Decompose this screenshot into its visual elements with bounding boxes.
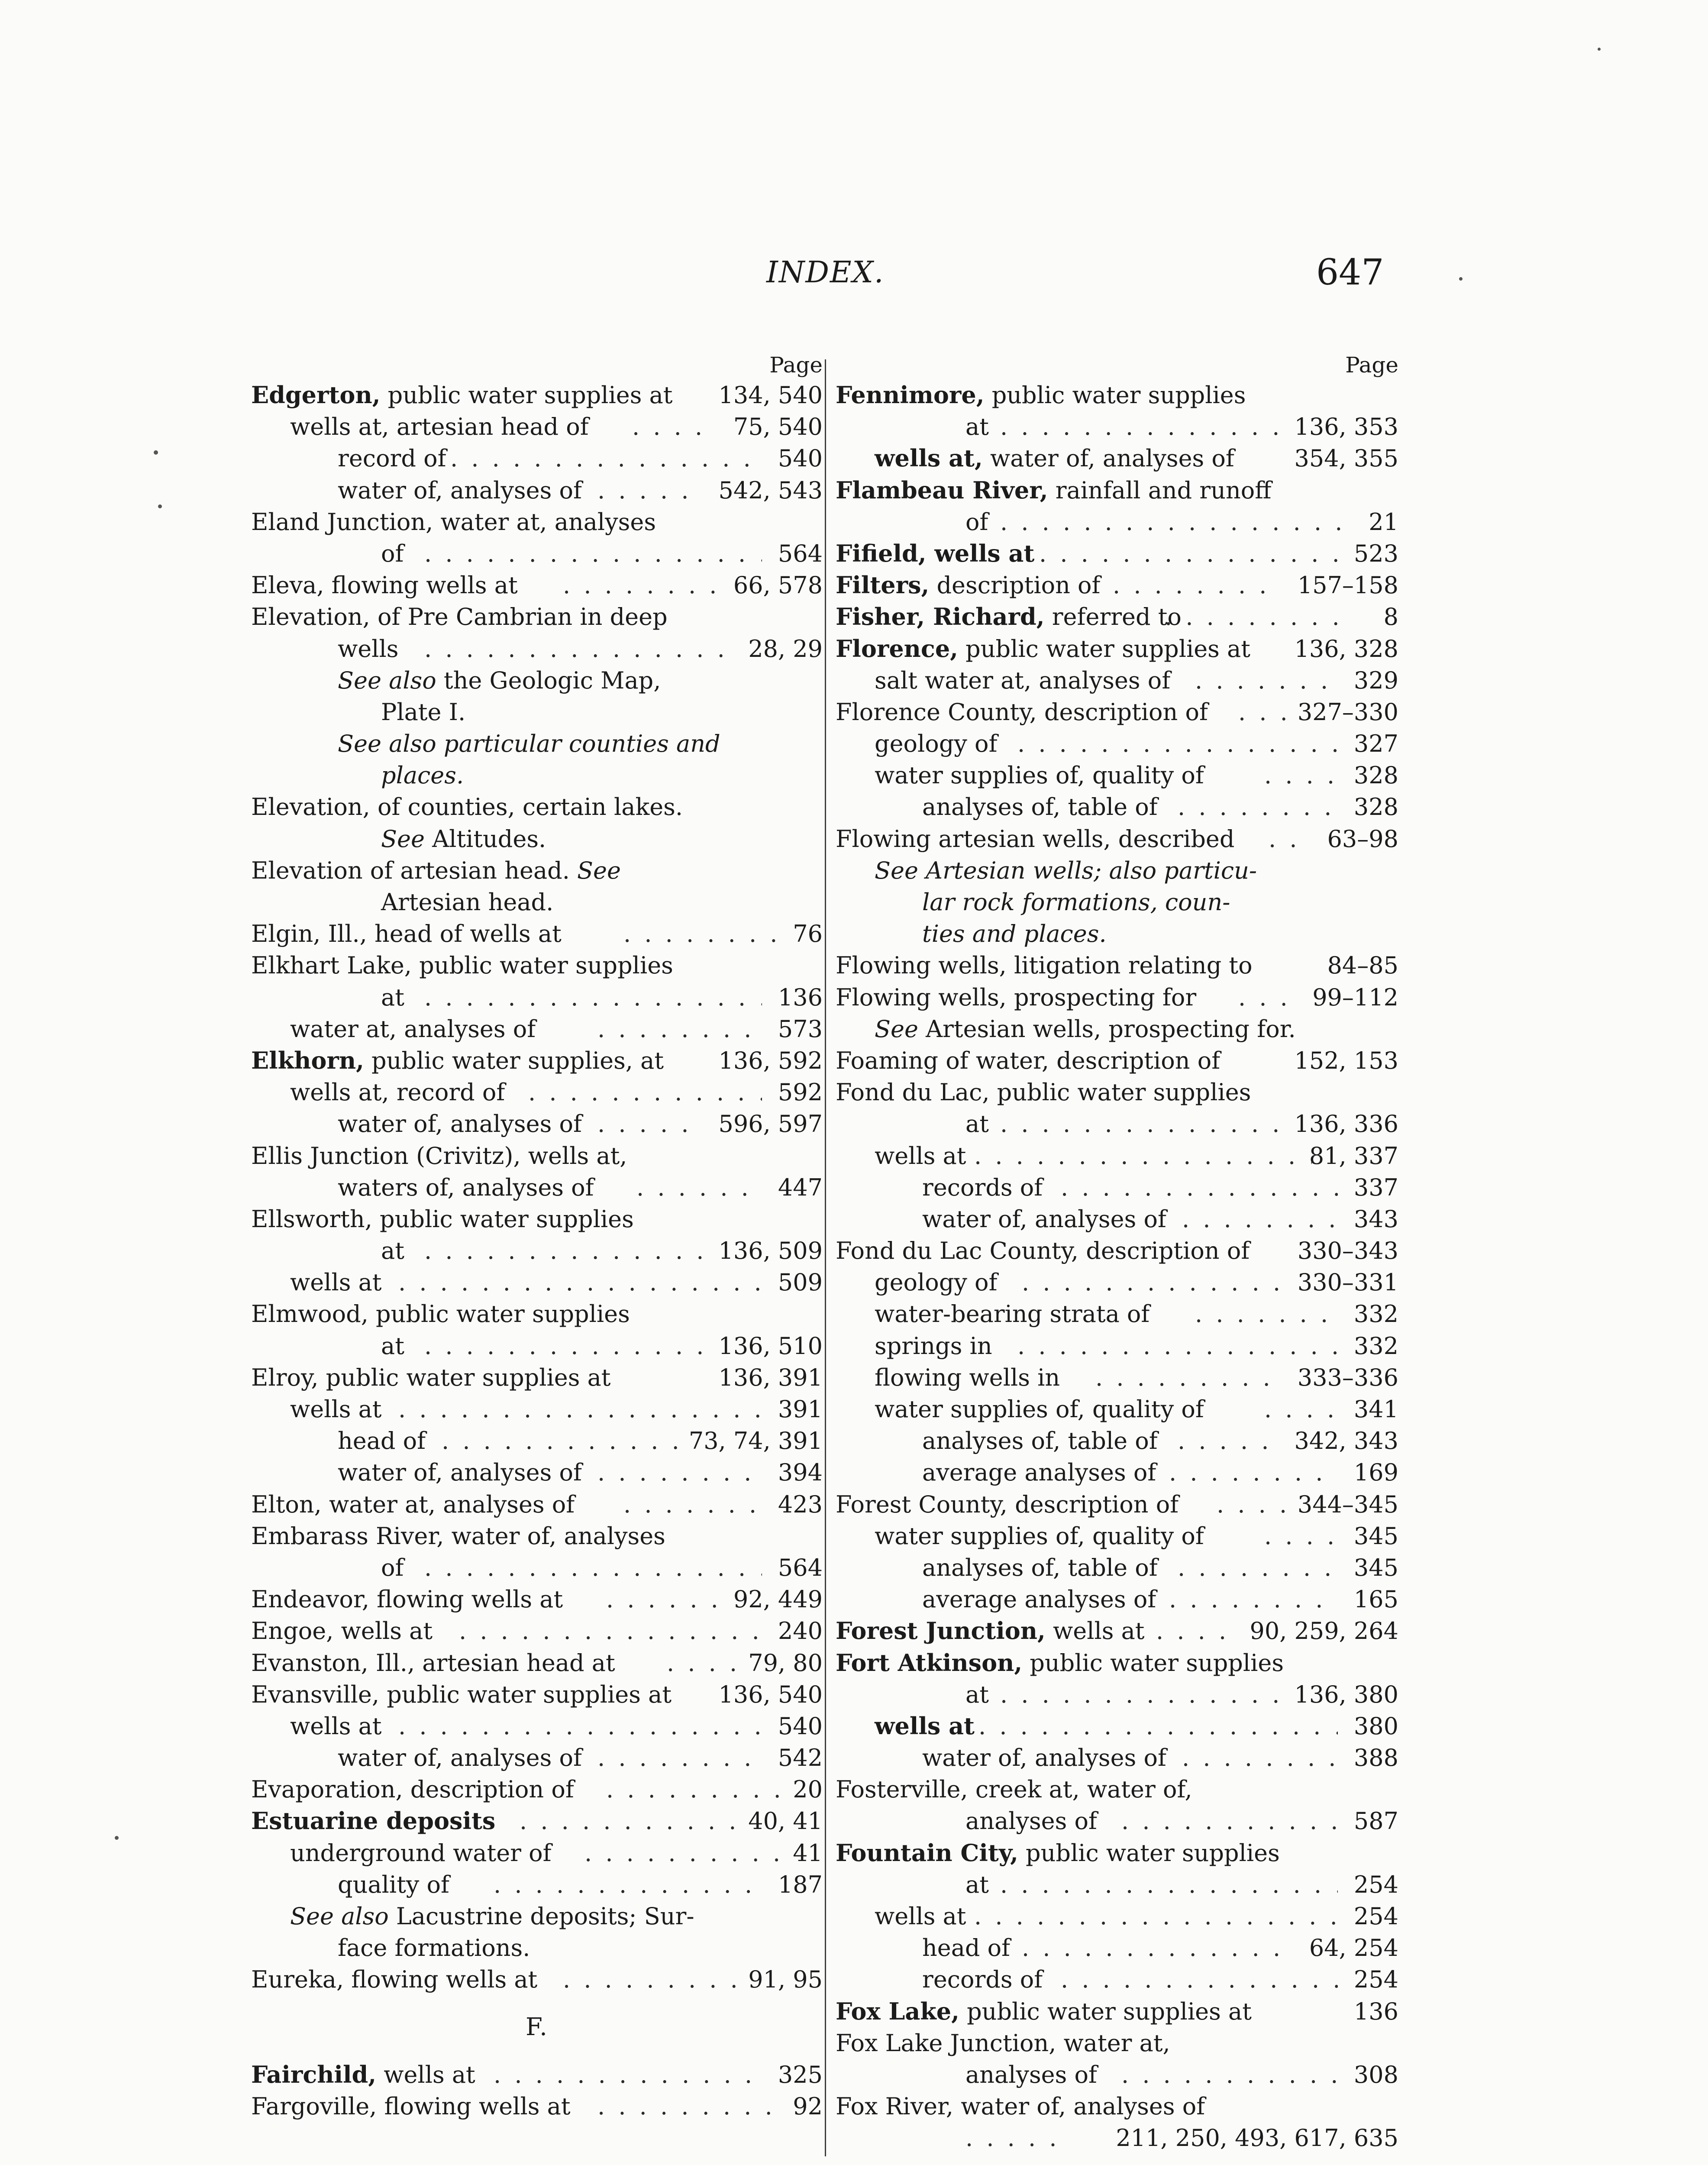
index-entry: Flambeau River, rainfall and runoff bbox=[836, 476, 1272, 504]
index-cross-reference: See also the Geologic Map, bbox=[338, 666, 661, 694]
index-subentry: at . . . 254 bbox=[836, 1869, 1398, 1900]
index-subentry: head of . . . 73, 74, 391 bbox=[251, 1425, 823, 1457]
index-subentry: water at, analyses of . . . 573 bbox=[251, 1013, 823, 1045]
index-entry: Filters, description of . . . 157–158 bbox=[836, 569, 1398, 601]
index-subentry: wells at . . . 540 bbox=[251, 1710, 823, 1742]
index-subentry: water of, analyses of . . . 343 bbox=[836, 1203, 1398, 1235]
index-subentry: analyses of, table of . . . 345 bbox=[836, 1552, 1398, 1583]
index-subentry: salt water at, analyses of . . . 329 bbox=[836, 665, 1398, 696]
section-letter-f: F. bbox=[526, 2013, 548, 2041]
index-entry: Fairchild, wells at . . . 325 bbox=[251, 2059, 823, 2091]
index-subentry: water supplies of, quality of . . . 328 bbox=[836, 759, 1398, 791]
index-cross-reference: See Artesian wells; also particu- bbox=[875, 856, 1257, 884]
index-subentry: at . . . 136 bbox=[251, 982, 823, 1013]
index-entry: Fox Lake, public water supplies at 136 bbox=[836, 1997, 1398, 2025]
index-subentry: analyses of . . . 308 bbox=[836, 2059, 1398, 2091]
index-subentry: geology of . . . 330–331 bbox=[836, 1267, 1398, 1298]
index-subentry: water of, analyses of . . . 388 bbox=[836, 1742, 1398, 1774]
index-column-right bbox=[836, 351, 1398, 2154]
index-subentry: flowing wells in . . . 333–336 bbox=[836, 1362, 1398, 1393]
index-subentry: at . . . 136, 509 bbox=[251, 1235, 823, 1267]
index-subentry: at . . . 136, 380 bbox=[836, 1679, 1398, 1710]
page-column-label: Page bbox=[1345, 352, 1398, 378]
index-entry: Foaming of water, description of 152, 153 bbox=[836, 1047, 1398, 1074]
index-entry: Fifield, wells at . . . 523 bbox=[836, 538, 1398, 569]
index-cross-reference: See Artesian wells, prospecting for. bbox=[875, 1015, 1296, 1043]
index-subentry: water-bearing strata of . . . 332 bbox=[836, 1298, 1398, 1330]
index-cross-reference: Plate I. bbox=[381, 698, 466, 726]
scan-speck bbox=[115, 1836, 119, 1840]
index-entry: Fountain City, public water supplies bbox=[836, 1839, 1280, 1867]
index-subentry: analyses of . . . 587 bbox=[836, 1805, 1398, 1837]
index-subentry: water of, analyses of . . . 596, 597 bbox=[251, 1108, 823, 1140]
index-entry: Ellsworth, public water supplies bbox=[251, 1205, 634, 1233]
index-cross-reference: places. bbox=[381, 762, 464, 789]
index-entry: Fox River, water of, analyses of bbox=[836, 2093, 1205, 2120]
index-subentry: at . . . 136, 353 bbox=[836, 411, 1398, 443]
index-entry: Embarass River, water of, analyses bbox=[251, 1522, 665, 1550]
running-header-title: INDEX. bbox=[766, 255, 885, 290]
scan-speck bbox=[1598, 48, 1601, 51]
index-subentry: records of . . . 337 bbox=[836, 1172, 1398, 1203]
index-subentry: water supplies of, quality of . . . 345 bbox=[836, 1520, 1398, 1552]
index-subentry: wells at, water of, analyses of 354, 355 bbox=[875, 444, 1398, 472]
index-entry: Elton, water at, analyses of . . . 423 bbox=[251, 1489, 823, 1520]
index-entry: Forest County, description of . . . 344–345 bbox=[836, 1489, 1398, 1520]
index-subentry: waters of, analyses of . . . 447 bbox=[251, 1172, 823, 1203]
index-entry: Elevation, of Pre Cambrian in deep bbox=[251, 603, 668, 631]
index-entry: Endeavor, flowing wells at . . . 92, 449 bbox=[251, 1583, 823, 1615]
index-cross-reference: Artesian head. bbox=[381, 889, 554, 916]
scan-speck bbox=[158, 504, 162, 508]
index-entry: Fennimore, public water supplies bbox=[836, 381, 1246, 409]
page-column-label: Page bbox=[769, 352, 823, 378]
index-subentry: wells at . . . 380 bbox=[836, 1710, 1398, 1742]
index-subentry: wells at . . . 254 bbox=[836, 1900, 1398, 1932]
index-entry: Fond du Lac County, description of 330–343 bbox=[836, 1237, 1398, 1265]
index-entry: Florence, public water supplies at 136, 328 bbox=[836, 634, 1398, 662]
index-entry: Eland Junction, water at, analyses bbox=[251, 508, 656, 536]
index-entry: Flowing wells, litigation relating to 84–85 bbox=[836, 952, 1398, 979]
index-subentry: at . . . 136, 510 bbox=[251, 1330, 823, 1362]
column-divider bbox=[825, 359, 826, 2156]
index-subentry: analyses of, table of . . . 328 bbox=[836, 791, 1398, 823]
index-subentry: wells . . . 28, 29 bbox=[251, 633, 823, 665]
index-entry: Forest Junction, wells at . . . 90, 259, 264 bbox=[836, 1615, 1398, 1647]
index-cross-reference: face formations. bbox=[338, 1934, 530, 1962]
index-entry: Fisher, Richard, referred to . . . 8 bbox=[836, 601, 1398, 633]
index-subentry: wells at, record of . . . 592 bbox=[251, 1076, 823, 1108]
index-entry: Evanston, Ill., artesian head at . . . 79, 80 bbox=[251, 1647, 823, 1679]
index-subentry: water supplies of, quality of . . . 341 bbox=[836, 1393, 1398, 1425]
index-entry: Elkhorn, public water supplies, at 136, 592 bbox=[251, 1046, 823, 1074]
index-cross-reference: See also Lacustrine deposits; Sur- bbox=[290, 1903, 694, 1930]
index-subentry: wells at . . . 509 bbox=[251, 1267, 823, 1298]
index-cross-reference: See Altitudes. bbox=[381, 825, 546, 853]
index-subentry: quality of . . . 187 bbox=[251, 1869, 823, 1900]
index-subentry: average analyses of . . . 165 bbox=[836, 1583, 1398, 1615]
index-entry: Evaporation, description of . . . 20 bbox=[251, 1774, 823, 1805]
index-subentry: average analyses of . . . 169 bbox=[836, 1457, 1398, 1488]
index-subentry: head of . . . 64, 254 bbox=[836, 1932, 1398, 1964]
index-column-left bbox=[251, 351, 823, 2122]
index-entry: Elmwood, public water supplies bbox=[251, 1300, 630, 1328]
index-cross-reference: ties and places. bbox=[922, 920, 1107, 948]
index-subentry: analyses of, table of . . . 342, 343 bbox=[836, 1425, 1398, 1457]
index-subentry: record of . . . 540 bbox=[251, 443, 823, 474]
index-subentry: of . . . 21 bbox=[836, 506, 1398, 538]
scan-speck bbox=[154, 450, 158, 455]
index-entry: Elroy, public water supplies at 136, 391 bbox=[251, 1364, 823, 1391]
index-entry: Flowing artesian wells, described . . . 63–98 bbox=[836, 823, 1398, 855]
index-subentry: wells at, artesian head of . . . 75, 540 bbox=[251, 411, 823, 443]
index-subentry: water of, analyses of . . . 542 bbox=[251, 1742, 823, 1774]
index-entry: Fort Atkinson, public water supplies bbox=[836, 1648, 1284, 1677]
index-subentry: water of, analyses of . . . 394 bbox=[251, 1457, 823, 1488]
index-subentry: of . . . 564 bbox=[251, 1552, 823, 1583]
index-entry: Fox Lake Junction, water at, bbox=[836, 2029, 1170, 2057]
index-entry: Engoe, wells at . . . 240 bbox=[251, 1615, 823, 1647]
index-entry: Eureka, flowing wells at . . . 91, 95 bbox=[251, 1964, 823, 1995]
index-entry: Eleva, flowing wells at . . . 66, 578 bbox=[251, 569, 823, 601]
scan-speck bbox=[1459, 277, 1463, 281]
index-entry: Fosterville, creek at, water of, bbox=[836, 1776, 1192, 1803]
index-subentry: water of, analyses of . . . 542, 543 bbox=[251, 475, 823, 506]
index-cross-reference: See also particular counties and bbox=[338, 730, 720, 758]
index-entry: Elevation of artesian head. See bbox=[251, 856, 621, 884]
index-subentry: geology of . . . 327 bbox=[836, 728, 1398, 759]
index-entry: Evansville, public water supplies at 136, 540 bbox=[251, 1680, 823, 1708]
index-entry: Elkhart Lake, public water supplies bbox=[251, 952, 673, 979]
index-subentry: wells at . . . 391 bbox=[251, 1393, 823, 1425]
page-number: 647 bbox=[1316, 252, 1384, 293]
index-subentry: wells at . . . 81, 337 bbox=[836, 1140, 1398, 1172]
index-subentry: of . . . 564 bbox=[251, 538, 823, 569]
index-entry: Fargoville, flowing wells at . . . 92 bbox=[251, 2091, 823, 2122]
index-entry: Estuarine deposits . . . 40, 41 bbox=[251, 1805, 823, 1837]
index-entry: Florence County, description of . . . 327–330 bbox=[836, 696, 1398, 728]
index-cross-reference: lar rock formations, coun- bbox=[922, 889, 1230, 916]
index-entry: Elevation, of counties, certain lakes. bbox=[251, 793, 683, 821]
page-header bbox=[0, 252, 1708, 303]
index-entry: Elgin, Ill., head of wells at . . . 76 bbox=[251, 918, 823, 950]
index-entry: Edgerton, public water supplies at 134, 540 bbox=[251, 381, 823, 409]
index-subentry: . . . 211, 250, 493, 617, 635 bbox=[836, 2122, 1398, 2154]
index-subentry: springs in . . . 332 bbox=[836, 1330, 1398, 1362]
index-entry: Ellis Junction (Crivitz), wells at, bbox=[251, 1142, 627, 1170]
index-subentry: underground water of . . . 41 bbox=[251, 1837, 823, 1869]
index-entry: Flowing wells, prospecting for . . . 99–112 bbox=[836, 982, 1398, 1013]
index-subentry: records of . . . 254 bbox=[836, 1964, 1398, 1995]
index-subentry: at . . . 136, 336 bbox=[836, 1108, 1398, 1140]
index-entry: Fond du Lac, public water supplies bbox=[836, 1079, 1251, 1106]
